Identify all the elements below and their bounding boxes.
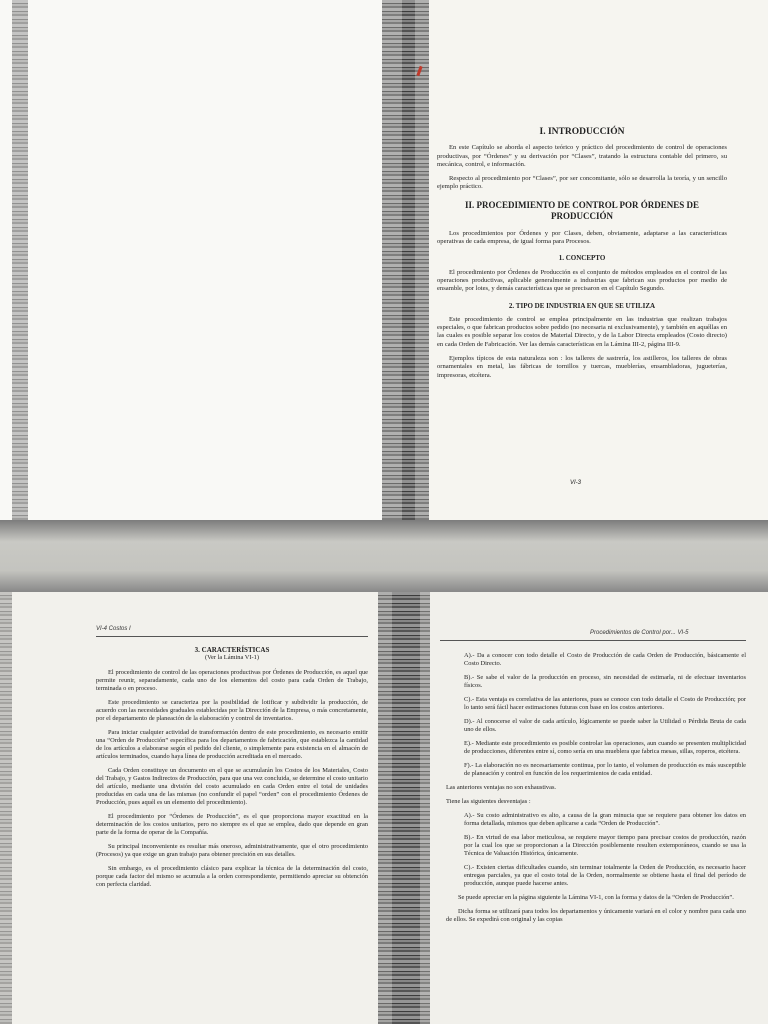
concepto-paragraph: El procedimiento por Órdenes de Producción es el conjunto de métodos empleados en el control de las operaciones productivas, aplicable generalmente a industrias que fabrican sus productos por medio de ensamble, por lotes, y demás características que se precisaron en el Capítulo Segundo.	[437, 268, 727, 293]
page-edge-shadow	[12, 0, 28, 520]
section-ii-title: II. PROCEDIMIENTO DE CONTROL POR ÓRDENES DE PRODUCCIÓN	[464, 199, 700, 221]
paragraph-3: Para iniciar cualquier actividad de transformación dentro de este procedimiento, es necesario emitir una “Orden de Producción” específica para los departamentos de fabricación, que establezca la cantidad de los artículos a elaborarse según el pedido del cliente, o simplemente para existencia en el almacén de artículos terminados, cuando haya línea de producción acreditada en el mercado.	[96, 729, 368, 760]
page-number: VI-3	[570, 480, 582, 486]
header-rule	[440, 640, 746, 641]
page-edge-shadow	[0, 592, 12, 1024]
last-paragraph: Dicha forma se utilizará para todos los departamentos y únicamente variará en el color y nombre para cada uno de ellos. Se expedirá con original y las copias	[446, 908, 746, 923]
binding-shadow	[415, 0, 429, 520]
scanner-gap	[0, 520, 768, 592]
paragraph-6: Su principal inconveniente es resultar más oneroso, administrativamente, que el otro procedimiento (Procesos) ya que exige un gran trabajo para obtener precisión en sus detalles.	[96, 843, 368, 858]
caracteristicas-title: 3. CARACTERÍSTICAS	[194, 646, 270, 654]
not-exhaustive-note: Las anteriores ventajas no son exhaustivas.	[446, 784, 557, 791]
binding-shadow	[382, 0, 402, 520]
page-vi-4-body	[96, 646, 368, 895]
tipo-industria-paragraph-1: Este procedimiento de control se emplea principalmente en las industrias que realizan trabajos especiales, o que fabrican productos sobre pedido (no necesaria ni exclusivamente), y también en aquéllas en las cuales es posible separar los costos de Material Directo, y de la Labor Directa empleados (Costo directo) en cada Orden de Fabricación. Ver las demás características en la Lámina III-2, página III-9.	[437, 315, 727, 348]
introduccion-title: I. INTRODUCCIÓN	[539, 127, 625, 137]
desventajas-list	[446, 812, 746, 888]
blank-left-page	[0, 0, 402, 520]
ventajas-list	[446, 652, 746, 778]
paragraph-7: Sin embargo, es el procedimiento clásico para explicar la técnica de la determinación del costo, porque cada factor del mismo se acumula a la orden correspondiente, permitiendo apreciar su obtención con perfecta claridad.	[96, 865, 368, 888]
page-vi-5	[420, 592, 768, 1024]
spine-shadow	[392, 592, 420, 1024]
paragraph-2: Este procedimiento se caracteriza por la posibilidad de lotificar y subdividir la producción, de acuerdo con las necesidades graduales establecidas por la Dirección de la Empresa, o más concretamente, por el departamento de planeación de la elaboración y control de inventarios.	[96, 699, 368, 722]
lamina-paragraph: Se puede apreciar en la página siguiente la Lámina VI-1, con la forma y datos de la “Orden de Producción”.	[458, 894, 734, 901]
desventaja-b: B).- En virtud de esa labor meticulosa, se requiere mayor tiempo para precisar costos de producción, razón por la cual los que se proporcionan a la Dirección posiblemente resulten extemporáneos, cuando se usa la Técnica de Valuación Histórica, únicamente.	[464, 834, 746, 857]
running-header: Procedimientos de Control por... VI-5	[590, 630, 689, 636]
page-vi-4	[0, 592, 392, 1024]
desventaja-a: A).- Su costo administrativo es alto, a causa de la gran minucia que se requiere para obtener los datos en forma detallada, mismos que deben aplicarse a cada “Orden de Producción”.	[464, 812, 746, 827]
page-vi-3	[415, 0, 768, 520]
paragraph-1: El procedimiento de control de las operaciones productivas por Órdenes de Producción, es aquel que permite reunir, separadamente, cada uno de los elementos del costo para cada Orden de Trabajo, terminada o en proceso.	[96, 669, 368, 692]
page-vi-5-body	[446, 652, 746, 930]
ventaja-b: B).- Se sabe el valor de la producción en proceso, sin necesidad de estimarla, ni de efectuar inventarios físicos.	[464, 674, 746, 689]
running-header: VI-4 Costos I	[96, 626, 131, 632]
paragraph-4: Cada Orden constituye un documento en el que se acumularán los Costos de los Materiales, Costo del Trabajo, y Gastos Indirectos de Producción, para que una vez concluida, se determine el costo unitario del artículo, mediante una división del costo acumulado en cada Orden entre el total de unidades producidas en cada una de las mismas (no confundir el papel “orden” con el procedimiento Órdenes de Producción, pues aquél es un elemento del procedimiento).	[96, 767, 368, 806]
intro-paragraph-2: Respecto al procedimiento por “Clases”, por ser concomitante, sólo se desarrolla la teoría, y un sencillo ejemplo práctico.	[437, 175, 727, 191]
ventaja-c: C).- Esta ventaja es correlativa de las anteriores, pues se conoce con todo detalle el Costo de Producción; por lo tanto será fácil hacer estimaciones futuras con base en los costos anteriores.	[464, 696, 746, 711]
intro-paragraph-1: En este Capítulo se aborda el aspecto teórico y práctico del procedimiento de control de operaciones productivas, por “Órdenes” y su derivación por “Clases”, tratando la estructura contable del primero, su mecánica, control, e información.	[437, 144, 727, 168]
ventaja-d: D).- Al conocerse el valor de cada artículo, lógicamente se puede saber la Utilidad o Pérdida Bruta de cada uno de ellos.	[464, 718, 746, 733]
page-vi-3-body	[437, 128, 727, 386]
binding-shadow	[378, 592, 392, 1024]
ventaja-a: A).- Da a conocer con todo detalle el Costo de Producción de cada Orden de Producción, básicamente el Costo Directo.	[464, 652, 746, 667]
tipo-industria-paragraph-2: Ejemplos típicos de esta naturaleza son : los talleres de sastrería, los astilleros, los talleres de obras ornamentales en metal, las fábricas de tornillos y tuercas, mueblerías, ensambladoras, jugueterías, impresoras, etcétera.	[437, 355, 727, 379]
ventaja-f: F).- La elaboración no es necesariamente continua, por lo tanto, el volumen de producción es más susceptible de planeación y control en función de los requerimientos de cada entidad.	[464, 762, 746, 777]
concepto-title: 1. CONCEPTO	[558, 254, 606, 263]
binding-shadow	[420, 592, 430, 1024]
header-rule	[96, 636, 368, 637]
caracteristicas-subtitle: (Ver la Lámina VI-1)	[204, 654, 259, 661]
section-ii-paragraph: Los procedimientos por Órdenes y por Clases, deben, obviamente, adaptarse a las características operativas de cada empresa, de igual forma para Procesos.	[437, 229, 727, 246]
tipo-industria-title: 2. TIPO DE INDUSTRIA EN QUE SE UTILIZA	[508, 301, 656, 310]
spine-shadow	[402, 0, 415, 520]
desventajas-intro: Tiene las siguientes desventajas :	[446, 798, 531, 805]
paragraph-5: El procedimiento por “Órdenes de Producción”, es el que proporciona mayor exactitud en la determinación de los costos unitarios, pero no siempre es el que se emplea, dado que depende en gran parte de la forma de operar de la Compañía.	[96, 813, 368, 836]
ventaja-e: E).- Mediante este procedimiento es posible controlar las operaciones, aun cuando se presenten multiplicidad de producciones, diferentes entre sí, como sería en una mueblera que fabrica mesas, sillas, roperos, etcétera.	[464, 740, 746, 755]
desventaja-c: C).- Existen ciertas dificultades cuando, sin terminar totalmente la Orden de Producción, es necesario hacer entregas parciales, ya que el costo total de la Orden, normalmente se obtiene hasta el final del período de producción, aunque puede hacerse antes.	[464, 864, 746, 887]
